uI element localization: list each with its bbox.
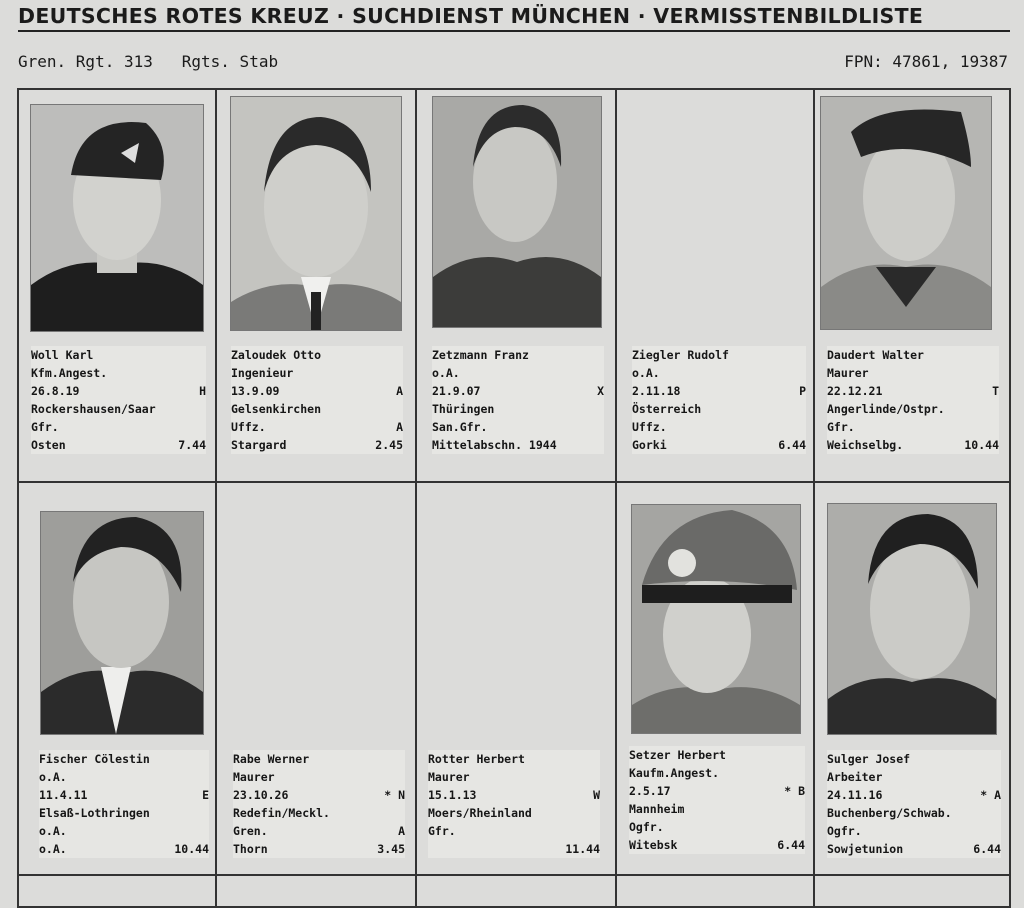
birthplace: Österreich <box>632 402 702 416</box>
missing-date: 3.45 <box>377 842 405 856</box>
occupation: Maurer <box>233 770 275 784</box>
rank: Gfr. <box>827 420 855 434</box>
birthplace: Gelsenkirchen <box>231 402 322 416</box>
missing-date: 10.44 <box>964 438 999 452</box>
code: E <box>202 788 209 802</box>
regiment-label: Gren. Rgt. 313 Rgts. Stab <box>18 52 279 71</box>
rank: Gfr. <box>31 420 59 434</box>
code: T <box>992 384 999 398</box>
occupation: o.A. <box>39 770 67 784</box>
name: Sulger Josef <box>827 752 911 766</box>
rank: o.A. <box>39 824 67 838</box>
portrait-photo <box>820 96 992 330</box>
rank: Gfr. <box>428 824 456 838</box>
birthplace: Elsaß-Lothringen <box>39 806 150 820</box>
rank-code: A <box>396 420 403 434</box>
occupation: Arbeiter <box>827 770 883 784</box>
portrait-photo <box>432 96 602 328</box>
name: Zetzmann Franz <box>432 348 529 362</box>
birthplace: Rockershausen/Saar <box>31 402 156 416</box>
occupation: o.A. <box>632 366 660 380</box>
occupation: Ingenieur <box>231 366 294 380</box>
last-seen: Thorn <box>233 842 268 856</box>
grid-line <box>19 874 1009 876</box>
birthplace: Moers/Rheinland <box>428 806 532 820</box>
code: P <box>799 384 806 398</box>
code: X <box>597 384 604 398</box>
birth-date: 23.10.26 <box>233 788 289 802</box>
birth-date: 15.1.13 <box>428 788 477 802</box>
last-seen: Weichselbg. <box>827 438 904 452</box>
code: A <box>396 384 403 398</box>
grid-line <box>215 90 217 906</box>
portrait-photo <box>631 504 801 734</box>
birth-date: 26.8.19 <box>31 384 80 398</box>
code: W <box>593 788 600 802</box>
occupation: Maurer <box>428 770 470 784</box>
occupation: Kfm.Angest. <box>31 366 108 380</box>
missing-date: 7.44 <box>178 438 206 452</box>
code: H <box>199 384 206 398</box>
rank: Uffz. <box>231 420 266 434</box>
occupation: Kaufm.Angest. <box>629 766 720 780</box>
birth-date: 21.9.07 <box>432 384 481 398</box>
name: Rotter Herbert <box>428 752 525 766</box>
document-title: DEUTSCHES ROTES KREUZ · SUCHDIENST MÜNCHEN · VERMISSTENBILDLISTE <box>18 4 1010 32</box>
grid-line <box>19 481 1009 483</box>
birth-date: 24.11.16 <box>827 788 883 802</box>
birthplace: Mannheim <box>629 802 685 816</box>
rank: Uffz. <box>632 420 667 434</box>
name: Setzer Herbert <box>629 748 726 762</box>
missing-date: 10.44 <box>174 842 209 856</box>
code: * B <box>784 784 805 798</box>
birth-date: 11.4.11 <box>39 788 88 802</box>
occupation: Maurer <box>827 366 869 380</box>
occupation: o.A. <box>432 366 460 380</box>
last-seen: Gorki <box>632 438 667 452</box>
name: Daudert Walter <box>827 348 924 362</box>
last-seen: Stargard <box>231 438 287 452</box>
rank: San.Gfr. <box>432 420 488 434</box>
last-seen: Witebsk <box>629 838 678 852</box>
missing-date: 11.44 <box>565 842 600 856</box>
grid-line <box>415 90 417 906</box>
name: Ziegler Rudolf <box>632 348 729 362</box>
rank: Ogfr. <box>629 820 664 834</box>
portrait-photo <box>827 503 997 735</box>
birthplace: Thüringen <box>432 402 495 416</box>
birth-date: 2.5.17 <box>629 784 671 798</box>
code: * N <box>384 788 405 802</box>
name: Fischer Cölestin <box>39 752 150 766</box>
portrait-photo <box>230 96 402 331</box>
rank: Ogfr. <box>827 824 862 838</box>
missing-date: 6.44 <box>777 838 805 852</box>
missing-date: 6.44 <box>778 438 806 452</box>
name: Rabe Werner <box>233 752 310 766</box>
last-seen: Mittelabschn. 1944 <box>432 438 557 452</box>
code: * A <box>980 788 1001 802</box>
birth-date: 13.9.09 <box>231 384 280 398</box>
birthplace: Redefin/Meckl. <box>233 806 330 820</box>
fpn-label: FPN: 47861, 19387 <box>844 52 1008 71</box>
birthplace: Buchenberg/Schwab. <box>827 806 952 820</box>
missing-date: 6.44 <box>973 842 1001 856</box>
last-seen: o.A. <box>39 842 67 856</box>
portrait-photo <box>40 511 204 735</box>
grid-line <box>813 90 815 906</box>
grid-line <box>615 90 617 906</box>
missing-date: 2.45 <box>375 438 403 452</box>
rank: Gren. <box>233 824 268 838</box>
name: Woll Karl <box>31 348 94 362</box>
portrait-photo <box>30 104 204 332</box>
last-seen: Osten <box>31 438 66 452</box>
last-seen: Sowjetunion <box>827 842 904 856</box>
name: Zaloudek Otto <box>231 348 322 362</box>
birth-date: 2.11.18 <box>632 384 681 398</box>
birthplace: Angerlinde/Ostpr. <box>827 402 945 416</box>
birth-date: 22.12.21 <box>827 384 883 398</box>
rank-code: A <box>398 824 405 838</box>
